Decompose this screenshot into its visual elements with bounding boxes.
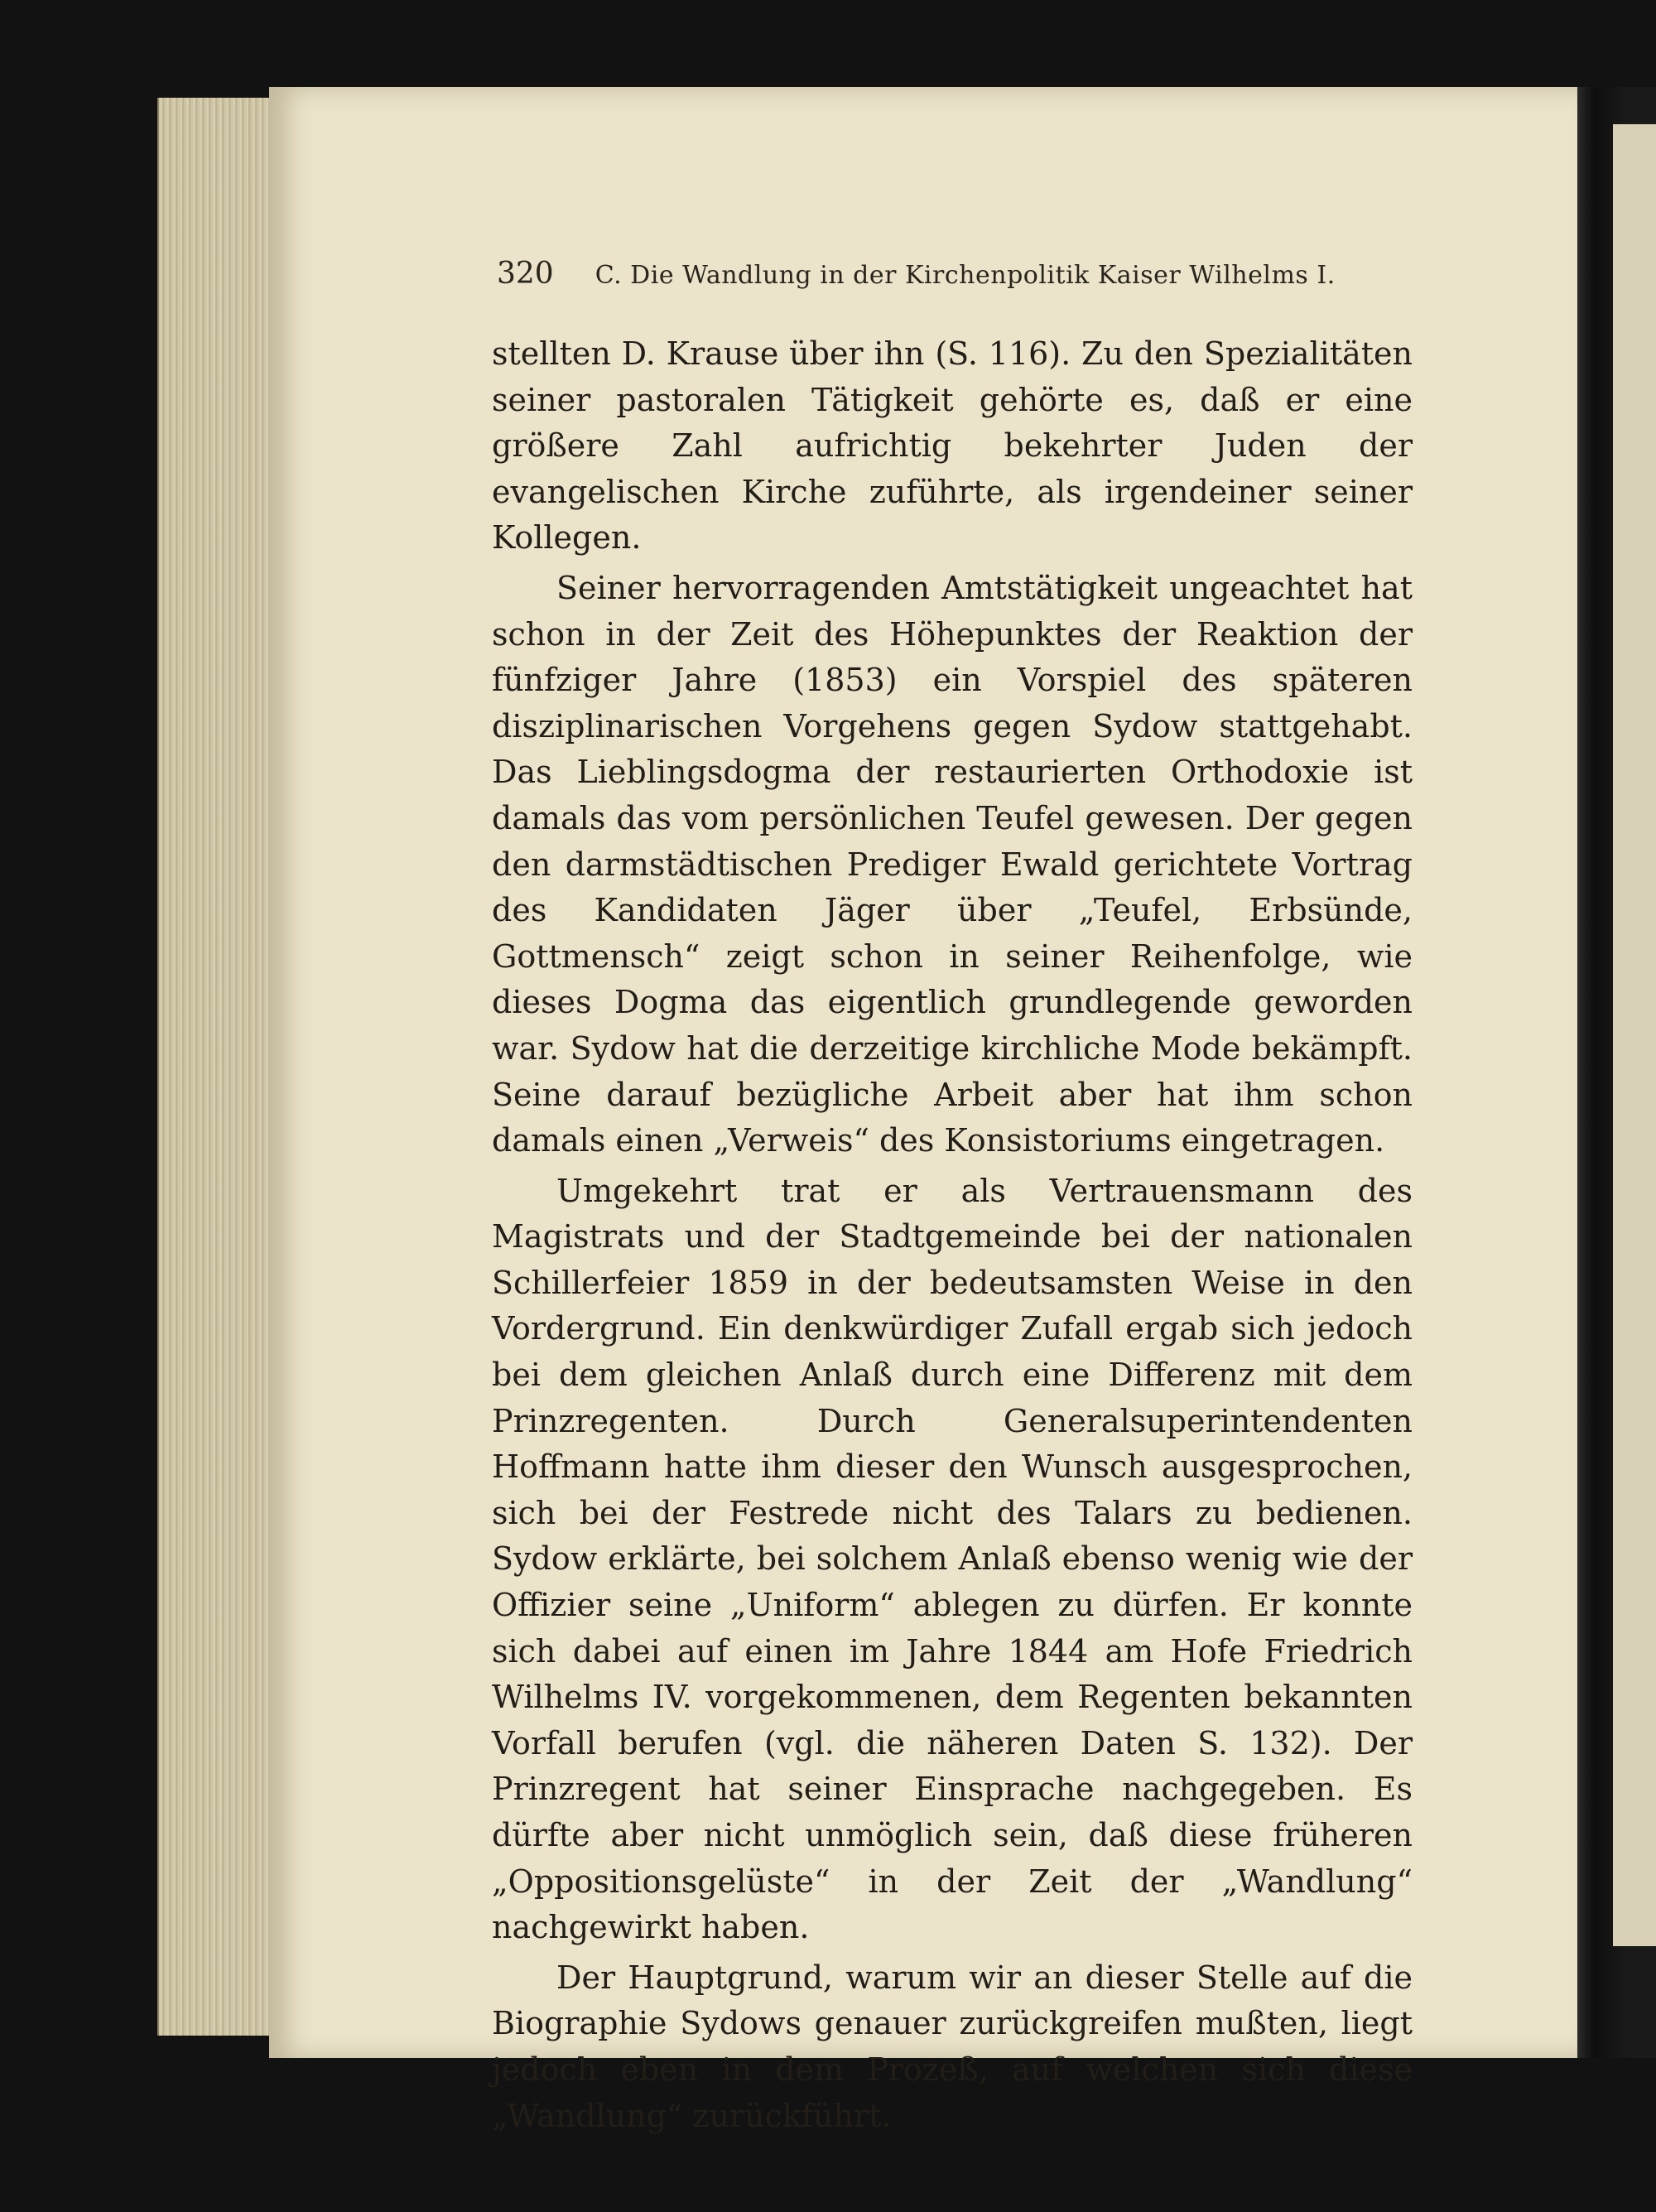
body-text (492, 331, 1413, 2139)
page-edges (157, 98, 283, 2036)
paragraph: Umgekehrt trat er als Vertrauensmann des Magistrats und der Stadtgemeinde bei der nationalen Schillerfeier 1859 in der bedeutsamsten Weise in den Vordergrund. Ein denkwürdiger Zufall ergab sich jedoch bei dem gleichen Anlaß durch eine Differenz mit dem Prinzregenten. Durch Generalsuperintendenten Hoffmann hatte ihm dieser den Wunsch ausgesprochen, sich bei der Festrede nicht des Talars zu bedienen. Sydow erklärte, bei solchem Anlaß ebenso wenig wie der Offizier seine „Uniform“ ablegen zu dürfen. Er konnte sich dabei auf einen im Jahre 1844 am Hofe Friedrich Wilhelms IV. vorgekommenen, dem Regenten bekannten Vorfall berufen (vgl. die näheren Daten S. 132). Der Prinzregent hat seiner Einsprache nachgegeben. Es dürfte aber nicht unmöglich sein, daß diese früheren „Oppositionsgelüste“ in der Zeit der „Wandlung“ nachgewirkt haben. (492, 1172, 1413, 1946)
running-head: C. Die Wandlung in der Kirchenpolitik Kaiser Wilhelms I. (595, 261, 1336, 290)
facing-page-edge (1613, 124, 1656, 1946)
paragraph: Der Hauptgrund, warum wir an dieser Stelle auf die Biographie Sydows genauer zurückgreifen mußten, liegt jedoch eben in dem Prozeß, auf welchen sich diese „Wandlung“ zurückführt. (492, 1959, 1413, 2134)
page-number: 320 (497, 257, 554, 291)
page-header (497, 257, 1336, 291)
paragraph: stellten D. Krause über ihn (S. 116). Zu den Spezialitäten seiner pastoralen Tätigkeit gehörte es, daß er eine größere Zahl aufrichtig bekehrter Juden der evangelischen Kirche zuführte, als irgendeiner seiner Kollegen. (492, 335, 1413, 557)
paragraph: Seiner hervorragenden Amtstätigkeit ungeachtet hat schon in der Zeit des Höhepunktes der Reaktion der fünfziger Jahre (1853) ein Vorspiel des späteren disziplinarischen Vorgehens gegen Sydow stattgehabt. Das Lieblingsdogma der restaurierten Orthodoxie ist damals das vom persönlichen Teufel gewesen. Der gegen den darmstädtischen Prediger Ewald gerichtete Vortrag des Kandidaten Jäger über „Teufel, Erbsünde, Gottmensch“ zeigt schon in seiner Reihenfolge, wie dieses Dogma das eigentlich grundlegende geworden war. Sydow hat die derzeitige kirchliche Mode bekämpft. Seine darauf bezügliche Arbeit aber hat ihm schon damals einen „Verweis“ des Konsistoriums eingetragen. (492, 569, 1413, 1159)
